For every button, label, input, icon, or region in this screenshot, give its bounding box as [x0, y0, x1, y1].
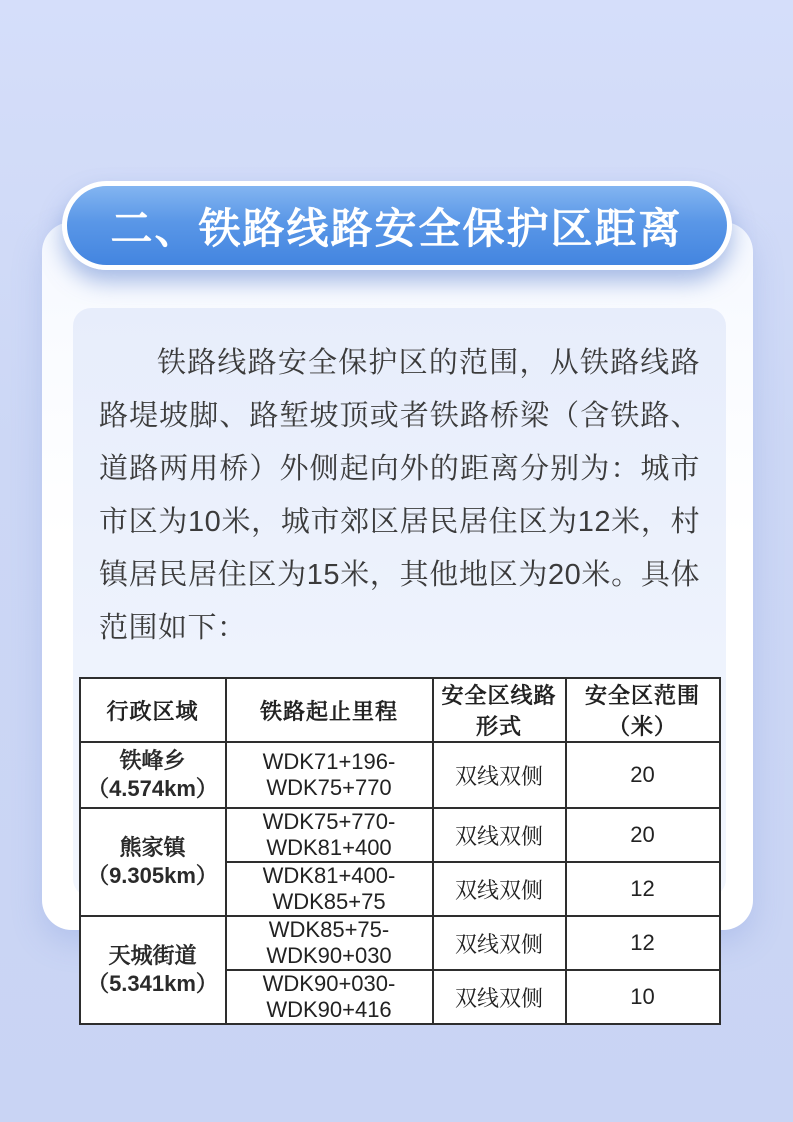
column-header-mileage: 铁路起止里程 [226, 678, 433, 742]
region-name: 天城街道 [108, 943, 197, 968]
mileage-cell: WDK81+400-WDK85+75 [226, 862, 433, 916]
range-cell: 20 [566, 742, 720, 808]
mileage-cell: WDK85+75-WDK90+030 [226, 916, 433, 970]
line-form-cell: 双线双侧 [433, 808, 566, 862]
safety-zone-table [79, 677, 721, 1025]
region-length: （4.574km） [87, 776, 218, 801]
table-row [80, 808, 720, 862]
range-cell: 10 [566, 970, 720, 1024]
region-name: 熊家镇 [119, 835, 186, 860]
content-card [42, 222, 753, 1022]
region-name: 铁峰乡 [119, 748, 186, 773]
region-length: （9.305km） [87, 863, 218, 888]
content-panel [73, 308, 726, 1022]
mileage-cell: WDK90+030-WDK90+416 [226, 970, 433, 1024]
mileage-cell: WDK71+196-WDK75+770 [226, 742, 433, 808]
table-row [80, 742, 720, 808]
table-header-row [80, 678, 720, 742]
column-header-form: 安全区线路形式 [433, 678, 566, 742]
region-cell [80, 742, 226, 808]
column-header-range: 安全区范围（米） [566, 678, 720, 742]
line-form-cell: 双线双侧 [433, 862, 566, 916]
table-row [80, 916, 720, 970]
section-header-pill [61, 181, 731, 270]
range-cell: 12 [566, 862, 720, 916]
region-cell [80, 808, 226, 916]
line-form-cell: 双线双侧 [433, 970, 566, 1024]
region-length: （5.341km） [87, 971, 218, 996]
region-cell [80, 916, 226, 1024]
line-form-cell: 双线双侧 [433, 742, 566, 808]
range-cell: 12 [566, 916, 720, 970]
column-header-region: 行政区域 [80, 678, 226, 742]
section-title: 二、铁路线路安全保护区距离 [110, 204, 683, 252]
mileage-cell: WDK75+770-WDK81+400 [226, 808, 433, 862]
range-cell: 20 [566, 808, 720, 862]
intro-paragraph: 铁路线路安全保护区的范围，从铁路线路路堤坡脚、路堑坡顶或者铁路桥梁（含铁路、道路两用桥）外侧起向外的距离分别为：城市市区为10米，城市郊区居民居住区为12米，村镇居民居住区为15米，其他地区为20米。具体范围如下： [99, 347, 700, 644]
line-form-cell: 双线双侧 [433, 916, 566, 970]
